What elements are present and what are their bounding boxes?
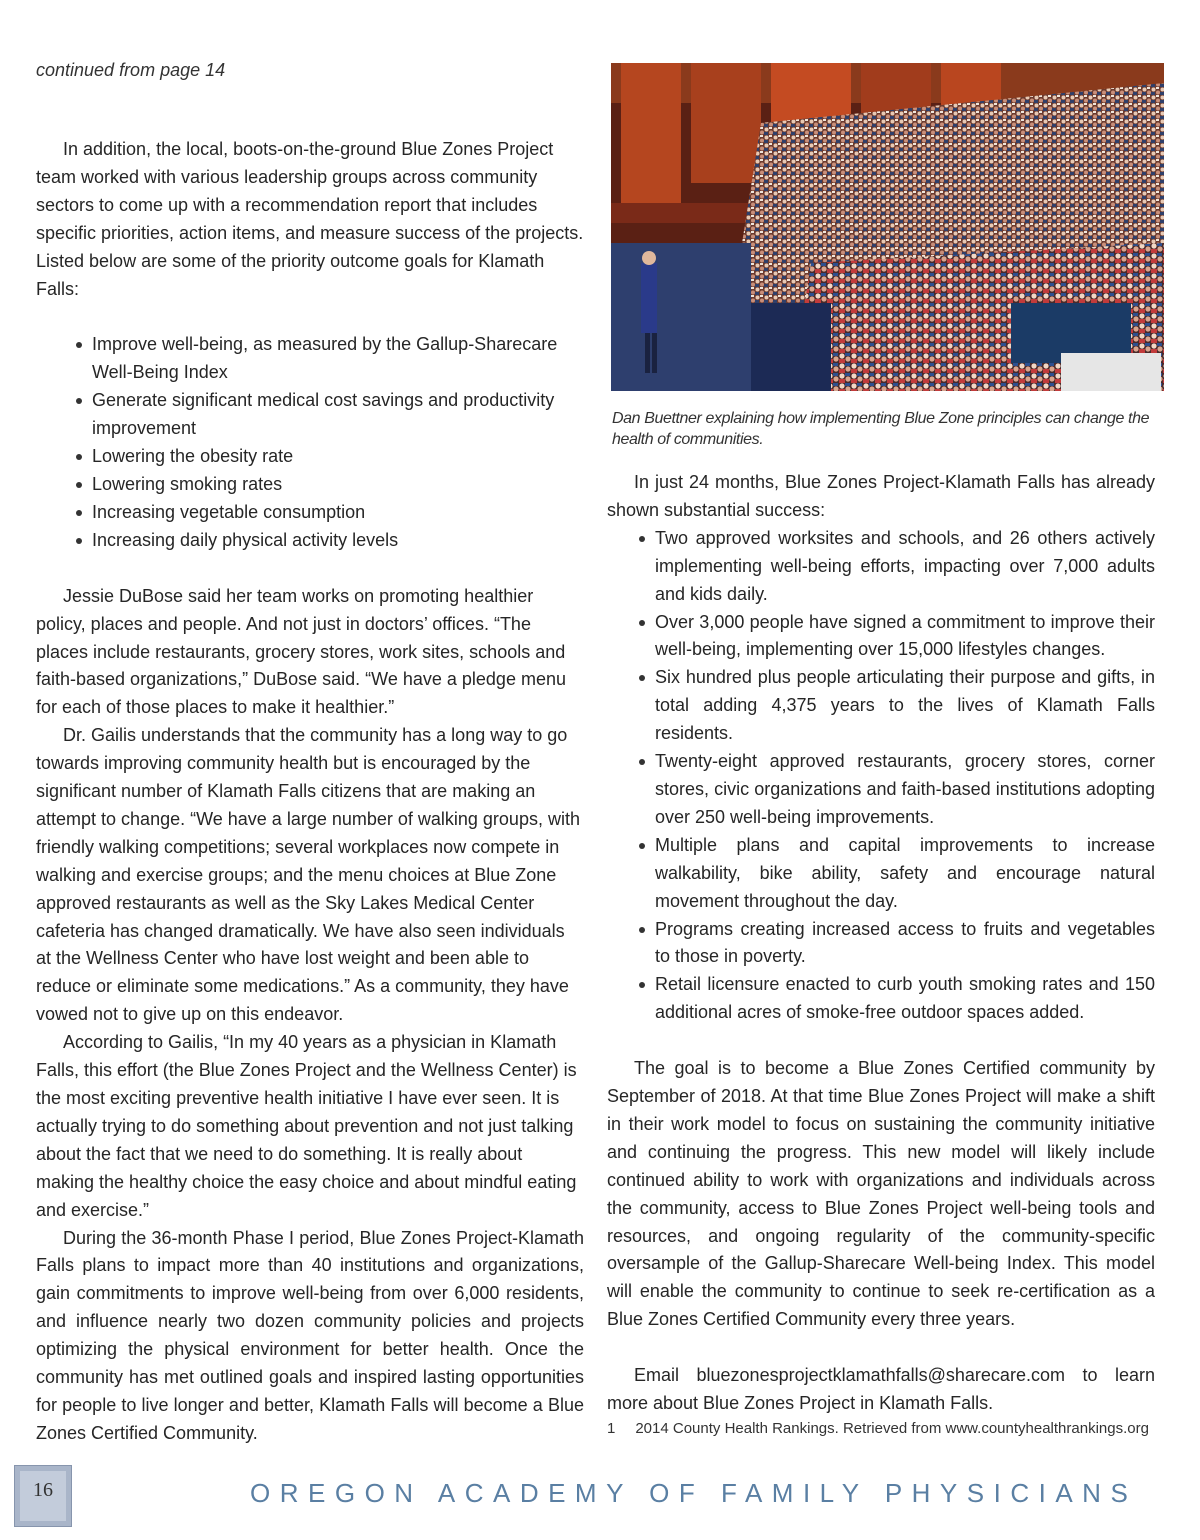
list-item: Twenty-eight approved restaurants, grocery stores, corner stores, civic organizations and faith-based institutions adopting over 250 well-being improvements. xyxy=(607,748,1155,832)
list-item: Lowering the obesity rate xyxy=(36,443,584,471)
footnote-text: 2014 County Health Rankings. Retrieved from www.countyhealthrankings.org xyxy=(635,1420,1149,1437)
publication-name: OREGON ACADEMY OF FAMILY PHYSICIANS xyxy=(250,1478,1138,1508)
dubose-paragraph: Jessie DuBose said her team works on promoting healthier policy, places and people. And not just in doctors’ offices. “The places include restaurants, grocery stores, work sites, schools and faith-based organizations,” DuBose said. “We have a pledge menu for each of those places to make it healthier.” xyxy=(36,585,566,718)
continued-note: continued from page 14 xyxy=(36,60,226,80)
footnote-number: 1 xyxy=(607,1420,616,1437)
list-item: Retail licensure enacted to curb youth smoking rates and 150 additional acres of smoke-free outdoor spaces added. xyxy=(607,971,1155,1027)
list-item: Lowering smoking rates xyxy=(36,471,584,499)
list-item: Over 3,000 people have signed a commitment to improve their well-being, implementing over 15,000 lifestyles changes. xyxy=(607,609,1155,665)
list-item: Improve well-being, as measured by the Gallup-Sharecare Well-Being Index xyxy=(36,331,584,387)
list-item: Two approved worksites and schools, and 26 others actively implementing well-being efforts, impacting over 7,000 adults and kids daily. xyxy=(607,525,1155,609)
certification-goal-paragraph: The goal is to become a Blue Zones Certified community by September of 2018. At that time Blue Zones Project will make a shift in their work model to focus on sustaining the community initiative and continuing the progress. This new model will likely include continued ability to work with organizations and individuals across the community, access to Blue Zones Project well-being tools and resources, and ongoing regularity of the community-specific oversample of the Gallup-Sharecare Well-being Index. This model will enable the community to continue to seek re-certification as a Blue Zones Certified Community every three years. xyxy=(607,1058,1155,1330)
intro-paragraph: In addition, the local, boots-on-the-ground Blue Zones Project team worked with various leadership groups across community sectors to come up with a recommendation report that includes specific priorities, action items, and measure success of the projects. Listed below are some of the priority outcome goals for Klamath Falls: xyxy=(36,139,584,299)
list-item: Multiple plans and capital improvements to increase walkability, bike ability, safety and encourage natural movement throughout the day. xyxy=(607,832,1155,916)
success-list xyxy=(607,525,1155,1027)
list-item: Programs creating increased access to fruits and vegetables to those in poverty. xyxy=(607,916,1155,972)
left-column xyxy=(36,136,584,1448)
footnote xyxy=(607,1420,1149,1437)
list-item: Six hundred plus people articulating their purpose and gifts, in total adding 4,375 years to the lives of Klamath Falls residents. xyxy=(607,664,1155,748)
priority-goals-list xyxy=(36,331,584,554)
contact-paragraph xyxy=(607,1362,1155,1418)
page-number: 16 xyxy=(20,1471,66,1521)
contact-text: Email bluezonesprojectklamathfalls@sharecare.com to learn more about Blue Zones Project in Klamath Falls. xyxy=(607,1365,1155,1414)
photo-caption: Dan Buettner explaining how implementing Blue Zone principles can change the health of communities. xyxy=(612,410,1150,448)
list-item: Generate significant medical cost savings and productivity improvement xyxy=(36,387,584,443)
list-item: Increasing daily physical activity levels xyxy=(36,527,584,555)
page-number-box xyxy=(14,1465,72,1527)
phase-one-paragraph: During the 36-month Phase I period, Blue Zones Project-Klamath Falls plans to impact more than 40 institutions and organizations, gain commitments to improve well-being from over 6,000 residents, and influence nearly two dozen community policies and projects optimizing the physical environment for better health. Once the community has met outlined goals and inspired lasting opportunities for people to live longer and better, Klamath Falls will become a Blue Zones Certified Community. xyxy=(36,1227,584,1443)
right-column xyxy=(607,469,1155,1418)
list-item: Increasing vegetable consumption xyxy=(36,499,584,527)
auditorium-photo xyxy=(611,63,1164,391)
success-intro: In just 24 months, Blue Zones Project-Klamath Falls has already shown substantial success: xyxy=(607,472,1155,520)
gailis-quote-paragraph: According to Gailis, “In my 40 years as a physician in Klamath Falls, this effort (the Blue Zones Project and the Wellness Center) is the most exciting preventive health initiative I have ever seen. It is actually trying to do something about prevention and not just talking about the fact that we need to do something. It is really about making the healthy choice the easy choice and about mindful eating and exercise.” xyxy=(36,1032,577,1220)
gailis-paragraph: Dr. Gailis understands that the community has a long way to go towards improving community health but is encouraged by the significant number of Klamath Falls citizens that are making an attempt to change. “We have a large number of walking groups, with friendly walking competitions; several workplaces now compete in walking and exercise groups; and the menu choices at Blue Zone approved restaurants as well as the Sky Lakes Medical Center cafeteria has changed dramatically. We have also seen individuals at the Wellness Center who have lost weight and been able to reduce or eliminate some medications.” As a community, they have vowed not to give up on this endeavor. xyxy=(36,725,580,1025)
